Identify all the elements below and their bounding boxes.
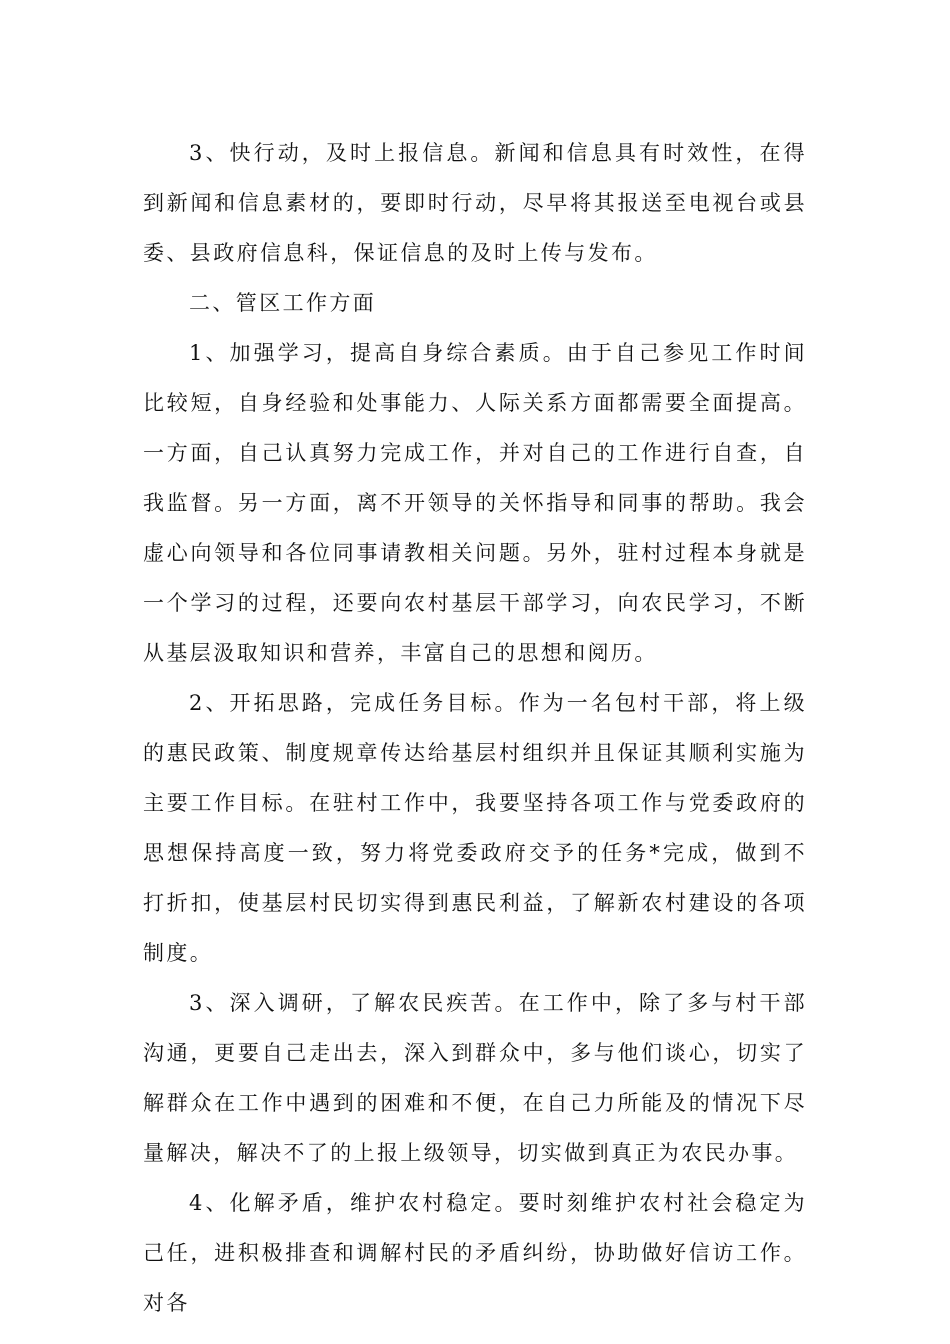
paragraph-research: 3、深入调研，了解农民疾苦。在工作中，除了多与村干部沟通，更要自己走出去，深入到群众中，多与他们谈心，切实了解群众在工作中遇到的困难和不便，在自己力所能及的情况下尽量解决，解决不了的上报上级领导，切实做到真正为农民办事。 — [143, 991, 807, 1165]
paragraph-news-timeliness: 3、快行动，及时上报信息。新闻和信息具有时效性，在得到新闻和信息素材的，要即时行动，尽早将其报送至电视台或县委、县政府信息科，保证信息的及时上传与发布。 — [143, 141, 807, 265]
document-body — [143, 128, 807, 1328]
paragraph-stability: 4、化解矛盾，维护农村稳定。要时刻维护农村社会稳定为己任，进积极排查和调解村民的矛盾纠纷，协助做好信访工作。对各 — [143, 1191, 807, 1315]
paragraph-study: 1、加强学习，提高自身综合素质。由于自己参见工作时间比较短，自身经验和处事能力、人际关系方面都需要全面提高。一方面，自己认真努力完成工作，并对自己的工作进行自查，自我监督。另一方面，离不开领导的关怀指导和同事的帮助。我会虚心向领导和各位同事请教相关问题。另外，驻村过程本身就是一个学习的过程，还要向农村基层干部学习，向农民学习，不断从基层汲取知识和营养，丰富自己的思想和阅历。 — [143, 341, 807, 665]
section-heading-district-work: 二、管区工作方面 — [189, 291, 377, 315]
paragraph-task-goals: 2、开拓思路，完成任务目标。作为一名包村干部，将上级的惠民政策、制度规章传达给基层村组织并且保证其顺利实施为主要工作目标。在驻村工作中，我要坚持各项工作与党委政府的思想保持高度一致，努力将党委政府交予的任务*完成，做到不打折扣，使基层村民切实得到惠民利益，了解新农村建设的各项制度。 — [143, 691, 807, 965]
